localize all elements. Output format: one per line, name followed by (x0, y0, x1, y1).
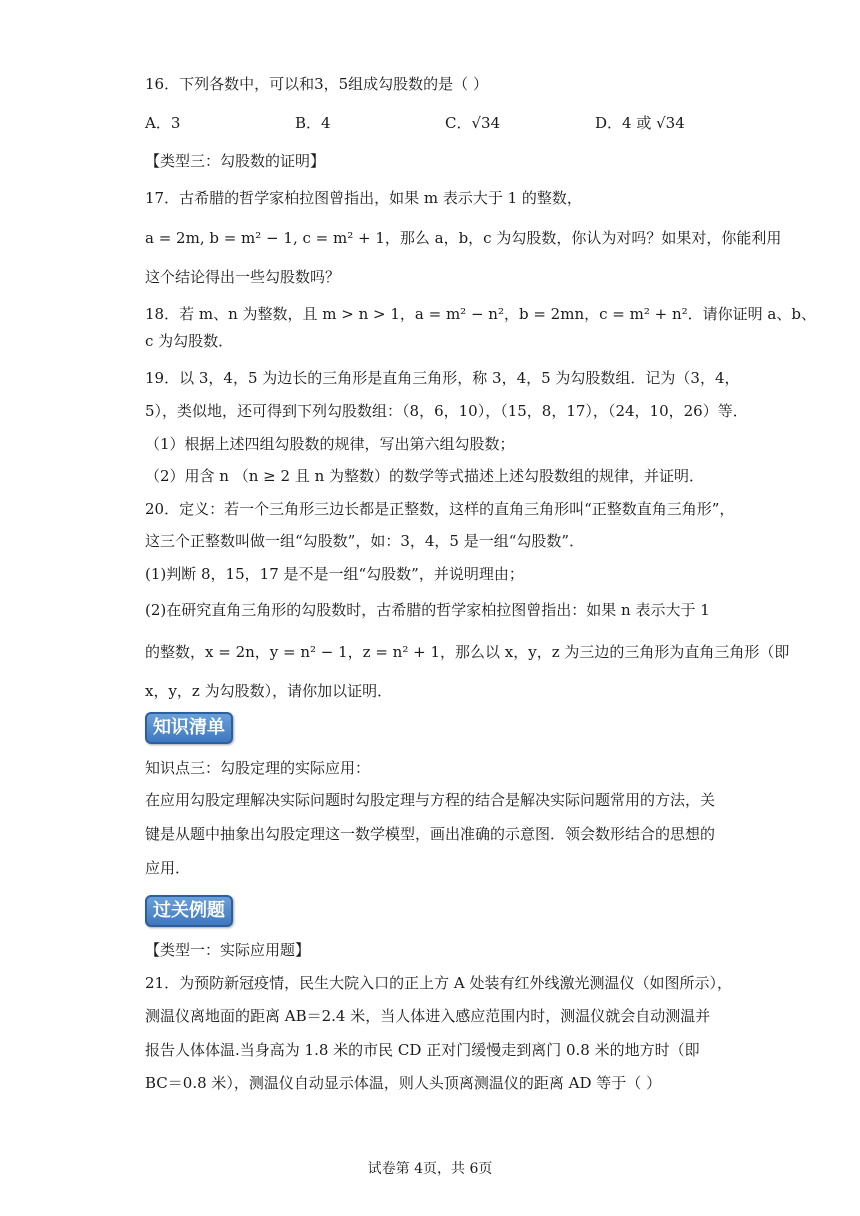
q17-line2: a = 2m, b = m² − 1, c = m² + 1，那么 a，b，c 为勾股数，你认为对吗？如果对，你能利用 (145, 229, 782, 247)
q16-option-c: C．√34 (445, 114, 501, 132)
q17-line1: 17．古希腊的哲学家柏拉图曾指出，如果 m 表示大于 1 的整数， (145, 189, 582, 207)
q18-line1: 18．若 m、n 为整数，且 m > n > 1，a = m² − n²，b = 2mn，c = m² + n²．请你证明 a、b、 (145, 305, 816, 323)
q18-line2: c 为勾股数． (145, 332, 234, 350)
q20-line6: x，y，z 为勾股数），请你加以证明． (145, 682, 393, 700)
q19-line2: 5），类似地，还可得到下列勾股数组：（8，6，10），（15，8，17），（24，10，26）等． (145, 402, 748, 420)
q16-option-b: B．4 (295, 114, 331, 132)
q19-line1: 19．以 3，4，5 为边长的三角形是直角三角形，称 3，4，5 为勾股数组．记为（3，4， (145, 369, 740, 387)
q19-line4: （2）用含 n （n ≥ 2 且 n 为整数）的数学等式描述上述勾股数组的规律，并证明． (145, 467, 705, 485)
knowledge-list-badge: 知识清单 (145, 712, 233, 744)
q17-line3: 这个结论得出一些勾股数吗？ (145, 268, 341, 286)
q16-option-a: A．3 (145, 114, 181, 132)
knowledge-line3: 应用． (145, 859, 191, 877)
q20-line5: 的整数，x = 2n，y = n² − 1，z = n² + 1，那么以 x，y，z 为三边的三角形为直角三角形（即 (145, 643, 790, 661)
q21-line1: 21．为预防新冠疫情，民生大院入口的正上方 A 处装有红外线激光测温仪（如图所示）， (145, 974, 732, 992)
page-footer: 试卷第 4页，共 6页 (367, 1161, 493, 1177)
q21-line2: 测温仪离地面的距离 AB＝2.4 米，当人体进入感应范围内时，测温仪就会自动测温并 (145, 1007, 711, 1025)
q19-line3: （1）根据上述四组勾股数的规律，写出第六组勾股数； (145, 435, 515, 453)
q21-line4: BC＝0.8 米），测温仪自动显示体温，则人头顶离测温仪的距离 AD 等于（ ） (145, 1074, 662, 1092)
q16-stem: 16．下列各数中，可以和3，5组成勾股数的是（ ） (145, 75, 488, 93)
q20-line4: (2)在研究直角三角形的勾股数时，古希腊的哲学家柏拉图曾指出：如果 n 表示大于 1 (145, 601, 710, 619)
q20-line3: (1)判断 8，15，17 是不是一组“勾股数”，并说明理由； (145, 565, 524, 583)
type3-heading: 【类型三：勾股数的证明】 (145, 152, 326, 170)
knowledge-point-title: 知识点三：勾股定理的实际应用： (145, 759, 371, 777)
q20-line2: 这三个正整数叫做一组“勾股数”，如：3，4，5 是一组“勾股数”． (145, 532, 585, 550)
q16-option-d: D．4 或 √34 (595, 114, 685, 132)
examples-badge: 过关例题 (145, 895, 233, 927)
q20-line1: 20．定义：若一个三角形三边长都是正整数，这样的直角三角形叫“正整数直角三角形”， (145, 500, 735, 518)
knowledge-line2: 键是从题中抽象出勾股定理这一数学模型，画出准确的示意图．领会数形结合的思想的 (145, 825, 716, 843)
q21-line3: 报告人体体温.当身高为 1.8 米的市民 CD 正对门缓慢走到离门 0.8 米的地方时（即 (145, 1041, 700, 1059)
knowledge-line1: 在应用勾股定理解决实际问题时勾股定理与方程的结合是解决实际问题常用的方法，关 (145, 791, 716, 809)
type1-heading: 【类型一：实际应用题】 (145, 941, 311, 959)
